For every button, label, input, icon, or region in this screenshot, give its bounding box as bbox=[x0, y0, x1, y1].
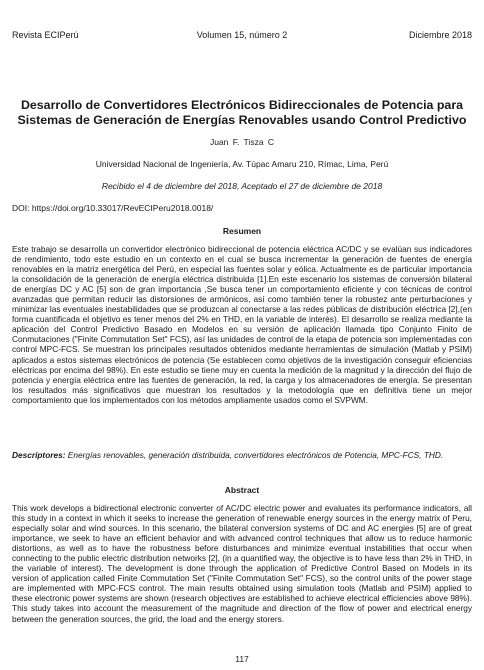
volume-number: Volumen 15, número 2 bbox=[196, 30, 288, 40]
running-header bbox=[12, 30, 472, 42]
journal-name: Revista ECIPerú bbox=[12, 30, 79, 40]
title-line-1: Desarrollo de Convertidores Electrónicos Bidireccionales de Potencia para bbox=[20, 98, 464, 112]
received-dates: Recibido el 4 de diciembre del 2018, Aceptado el 27 de diciembre de 2018 bbox=[101, 181, 383, 191]
abstract-heading: Abstract bbox=[224, 485, 260, 495]
page-number: 117 bbox=[235, 654, 249, 664]
abstract-text: This work develops a bidirectional electronic converter of AC/DC electric power and evaluates its performance indicators, all this study in a context in which it seeks to increase the generation of renewable energy sources in the energy matrix of Peru, especially solar and wind sources. In this scenario, the bilateral conversion systems of DC and AC energies [5] are of great importance, we seek to have an efficient behavior and with advanced control techniques that allow us to reduce harmonic distortions, as well as to have the robustness before disturbances and minimize eventual instabilities that occur when connecting to the public electric distribution networks [2], (in a quantified way, the objective is to have less than 2% in THD, in the variable of interest). The development is done through the application of Predictive Control Based on Models in its version of application called Finite Commutation Set ("Finite Commutation Set" FCS), so the control units of the power stage are implemented with MPC-FCS control. The main results obtained using simulation tools (Matlab and PSIM) applied to these electronic power systems are shown (research objectives are established to achieve electrical efficiencies above 98%). This study takes into account the measurement of the magnitude and direction of the flow of power and electrical energy between the generation sources, the grid, the load and the energy storers. bbox=[12, 503, 472, 624]
affiliation: Universidad Nacional de Ingeniería, Av. Túpac Amaru 210, Rímac, Lima, Perú bbox=[95, 159, 389, 169]
resumen-heading: Resumen bbox=[222, 226, 262, 236]
issue-date: Diciembre 2018 bbox=[408, 30, 472, 40]
resumen-text: Este trabajo se desarrolla un convertidor electrónico bidireccional de potencia eléctrica AC/DC y se evalúan sus indicadores de rendimiento, todo este estudio en un contexto en el cual se busca incrementar la generación de fuentes de energía renovables en la matriz energética del Perú, en especial las fuentes solar y eólica. Actualmente es de particular importancia la consolidación de la generación de energía eléctrica distribuida [1].En este escenario los sistemas de conversión bilateral de energías DC y AC [5] son de gran importancia ,Se busca tener un comportamiento eficiente y con técnicas de control avanzadas que permitan reducir las distorsiones de armónicos, así como también tener la robustez ante perturbaciones y minimizar las eventuales inestabilidades que se produzcan al conectarse a las redes públicas de distribución eléctrica [2],(en forma cuantificada el objetivo es tener menos del 2% en THD, en la variable de interés). El desarrollo se realiza mediante la aplicación del Control Predictivo Basado en Modelos en su versión de aplicación llamada tipo Conjunto Finito de Conmutaciones ("Finite Commutation Set" FCS), así las unidades de control de la etapa de potencia son implementadas con control MPC-FCS. Se muestran los principales resultados obtenidos mediante herramientas de simulación (Matlab y PSIM) aplicados a estos sistemas electrónicos de potencia (Se establecen como objetivos de la investigación conseguir eficiencias eléctricas por encima del 98%). En este estudio se tiene muy en cuenta la medición de la magnitud y la dirección del flujo de potencia y energía eléctrica entre las fuentes de generación, la red, la carga y los almacenadores de energía. Se presentan los resultados más significativos que muestran los resultados y la metodología que en definitiva tiene un mejor comportamiento que los implementados con los métodos ampliamente usados como el SVPWM. bbox=[12, 244, 472, 405]
doi-link[interactable]: DOI: https://doi.org/10.33017/RevECIPeru2018.0018/ bbox=[12, 203, 214, 213]
keywords-label: Descriptores: bbox=[12, 450, 66, 460]
paper-title bbox=[16, 98, 468, 128]
keywords-text: Energías renovables, generación distribuida, convertidores electrónicos de Potencia, MPC-FCS, THD. bbox=[65, 450, 444, 460]
title-line-2: Sistemas de Generación de Energías Renovables usando Control Predictivo bbox=[17, 113, 467, 127]
author: Juan F. Tisza C bbox=[209, 137, 275, 147]
keywords bbox=[12, 450, 472, 460]
